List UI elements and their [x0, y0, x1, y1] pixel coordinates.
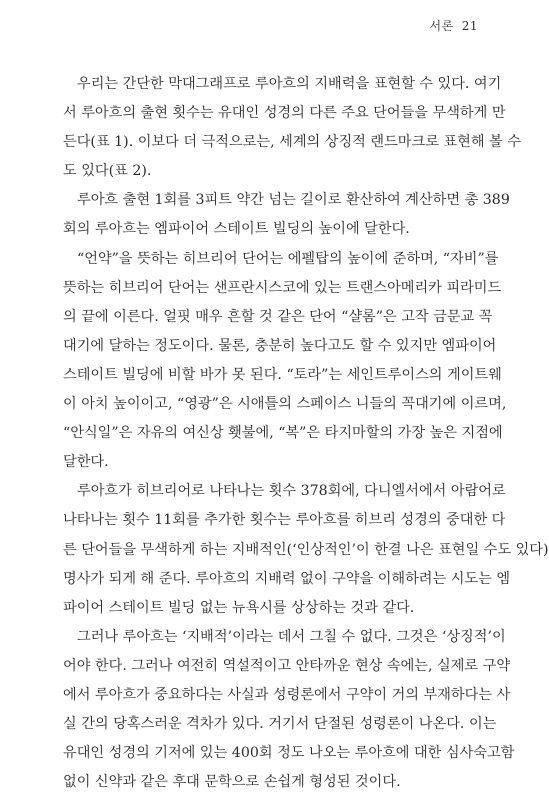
text-line: 스테이트 빌딩에 비할 바가 못 된다. “토라”는 세인트루이스의 게이트웨 — [63, 366, 502, 383]
text-line: 뜻하는 히브리어 단어는 샌프란시스코에 있는 트랜스아메리카 피라미드 — [63, 279, 502, 296]
text-line: 없이 신약과 같은 후대 문학으로 손쉽게 형성된 것이다. — [63, 774, 401, 791]
text-line: 의 끝에 이른다. 얼핏 매우 흔할 것 같은 단어 “샬롬”은 고작 금문교 꼭 — [63, 308, 493, 325]
text-line: 서 루아흐의 출현 횟수는 유대인 성경의 다른 주요 단어들을 무색하게 만 — [63, 105, 506, 122]
running-header — [430, 17, 478, 34]
section-title: 서론 — [429, 19, 454, 33]
text-line: 루아흐 출현 1회를 3피트 약간 넘는 길이로 환산하여 계산하면 총 389 — [77, 192, 510, 209]
text-line: 루아흐가 히브리어로 나타나는 횟수 378회에, 다니엘서에서 아람어로 — [77, 483, 506, 500]
text-line: 에서 루아흐가 중요하다는 사실과 성령론에서 구약이 거의 부재하다는 사 — [63, 686, 511, 703]
text-line: 른 단어들을 무색하게 하는 지배적인(‘인상적인’이 한결 나은 표현일 수도 있다) — [63, 541, 549, 558]
text-line: “언약”을 뜻하는 히브리어 단어는 에펠탑의 높이에 준하며, “자비”를 — [77, 250, 499, 267]
text-line: 대기에 달하는 정도이다. 물론, 충분히 높다고도 할 수 있지만 엠파이어 — [63, 337, 497, 354]
text-line: 든다(표 1). 이보다 더 극적으로는, 세계의 상징적 랜드마크로 표현해 볼 수 — [63, 134, 521, 151]
text-line: 이 아치 높이이고, “영광”은 시애틀의 스페이스 니들의 꼭대기에 이르며, — [63, 396, 507, 413]
text-line: 명사가 되게 해 준다. 루아흐의 지배력 없이 구약을 이해하려는 시도는 엠 — [63, 570, 511, 587]
text-line: 달한다. — [63, 454, 109, 471]
text-line: 회의 루아흐는 엠파이어 스테이트 빌딩의 높이에 달한다. — [63, 221, 410, 238]
body-text — [63, 70, 549, 797]
paragraph — [63, 477, 549, 622]
text-line: 도 있다(표 2). — [63, 163, 152, 180]
page-number: 21 — [461, 19, 478, 33]
paragraph — [63, 70, 521, 186]
text-line: 그러나 루아흐는 ‘지배적’이라는 데서 그칠 수 없다. 그것은 ‘상징적’이 — [77, 628, 506, 645]
paragraph — [63, 245, 507, 478]
text-line: 나타나는 횟수 11회를 추가한 횟수는 루아흐를 히브리 성경의 중대한 다 — [63, 512, 506, 529]
paragraph — [63, 186, 510, 244]
text-line: “안식일”은 자유의 여신상 횃불에, “복”은 타지마할의 가장 높은 지점에 — [63, 425, 503, 442]
text-line: 우리는 간단한 막대그래프로 루아흐의 지배력을 표현할 수 있다. 여기 — [77, 76, 502, 92]
paragraph — [63, 623, 515, 797]
text-line: 유대인 성경의 기저에 있는 400회 정도 나오는 루아흐에 대한 심사숙고함 — [63, 745, 515, 762]
text-line: 실 간의 당혹스러운 격차가 있다. 거기서 단절된 성령론이 나온다. 이는 — [63, 716, 497, 733]
text-line: 파이어 스테이트 빌딩 없는 뉴욕시를 상상하는 것과 같다. — [63, 599, 415, 616]
text-line: 어야 한다. 그러나 여전히 역설적이고 안타까운 현상 속에는, 실제로 구약 — [63, 657, 511, 674]
